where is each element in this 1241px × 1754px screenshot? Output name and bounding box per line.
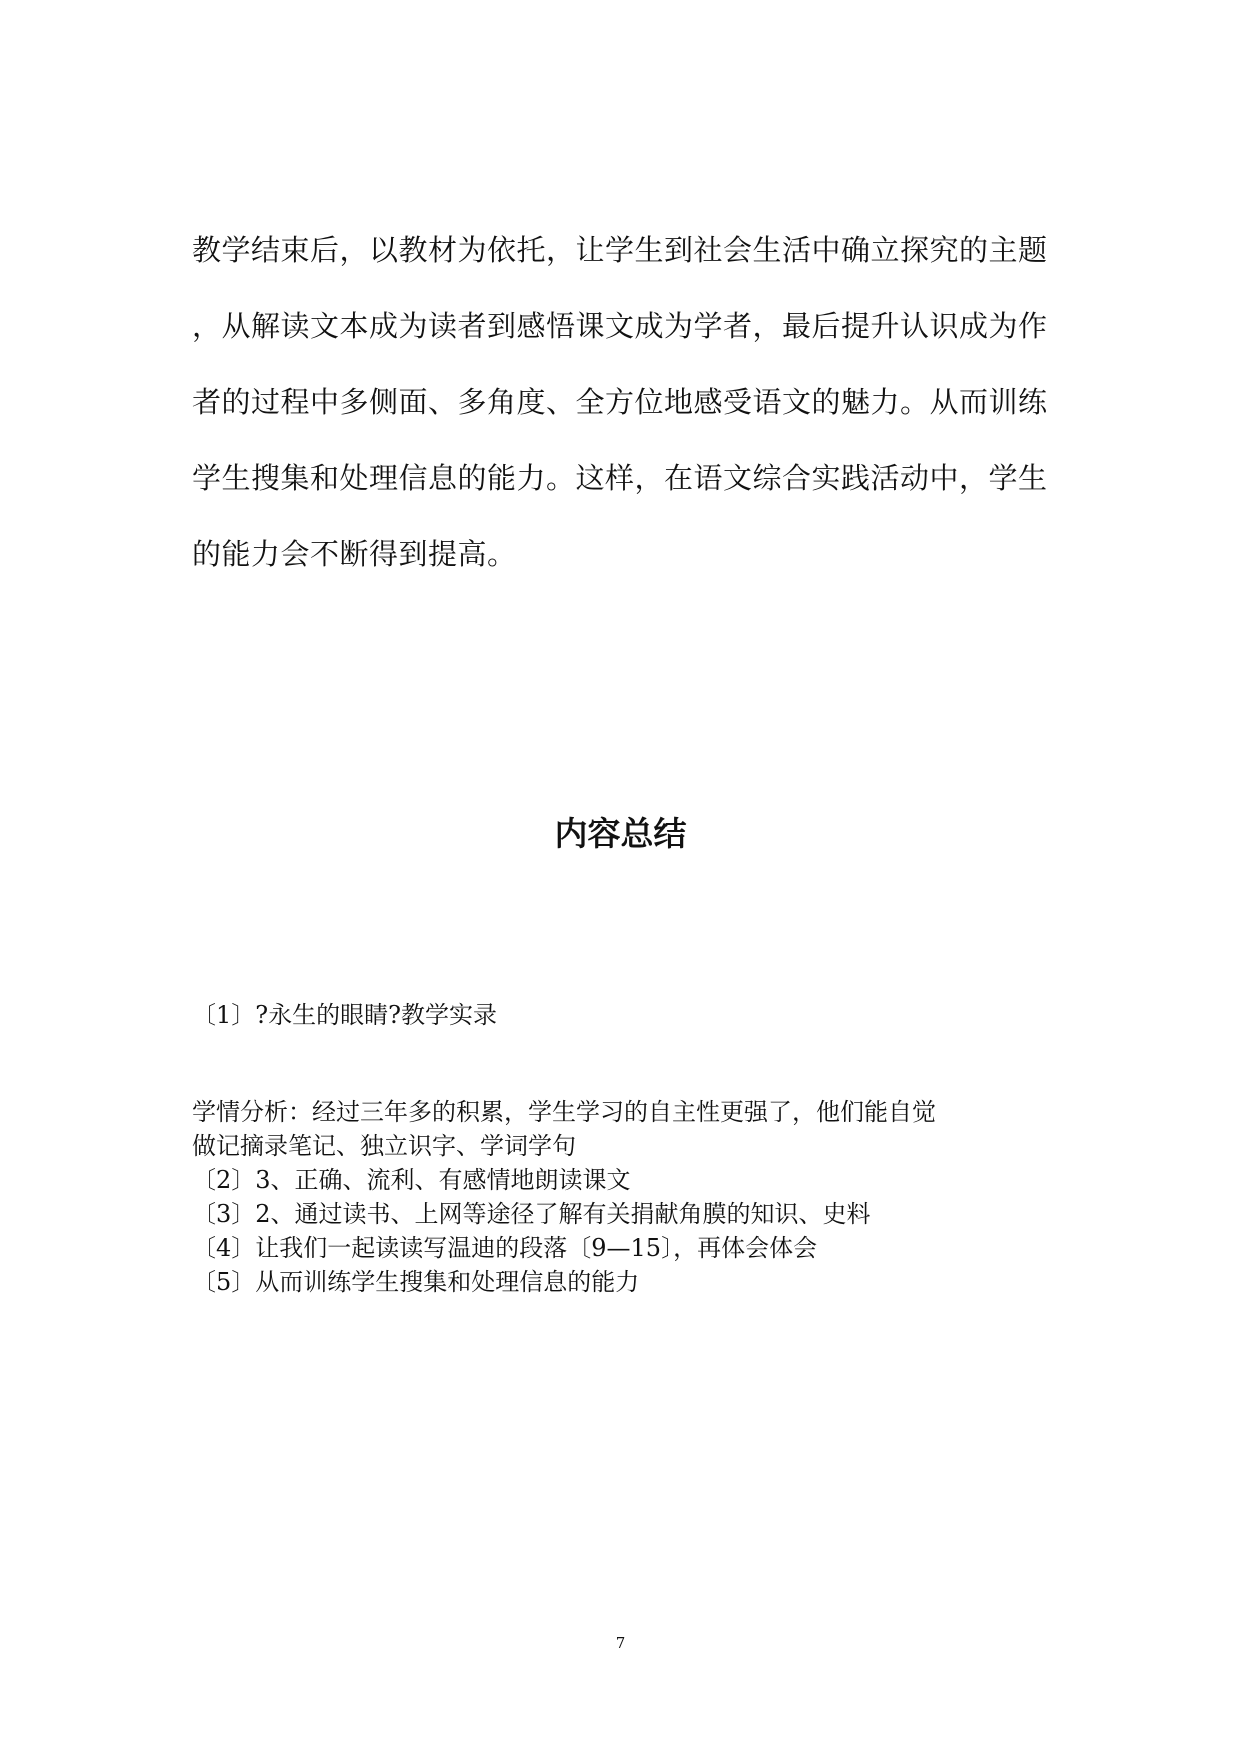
paragraph-line: ，从解读文本成为读者到感悟课文成为学者，最后提升认识成为作 bbox=[192, 309, 1048, 343]
summary-item-3: 〔3〕2、通过读书、上网等途径了解有关捐献角膜的知识、史料 bbox=[192, 1200, 871, 1228]
summary-item-1: 〔1〕?永生的眼睛?教学实录 bbox=[192, 1001, 498, 1029]
paragraph-line: 的能力会不断得到提高。 bbox=[192, 537, 517, 571]
paragraph-line: 者的过程中多侧面、多角度、全方位地感受语文的魅力。从而训练 bbox=[192, 385, 1048, 419]
paragraph-line: 教学结束后，以教材为依托，让学生到社会生活中确立探究的主题 bbox=[192, 233, 1048, 267]
summary-item-5: 〔5〕从而训练学生搜集和处理信息的能力 bbox=[192, 1268, 640, 1296]
summary-item-2: 〔2〕3、正确、流利、有感情地朗读课文 bbox=[192, 1166, 631, 1194]
paragraph-line: 学生搜集和处理信息的能力。这样，在语文综合实践活动中，学生 bbox=[192, 461, 1048, 495]
summary-item-4: 〔4〕让我们一起读读写温迪的段落〔9—15〕，再体会体会 bbox=[192, 1234, 818, 1262]
summary-title: 内容总结 bbox=[554, 814, 687, 853]
learning-analysis-line-2: 做记摘录笔记、独立识字、学词学句 bbox=[192, 1132, 576, 1160]
learning-analysis-line-1: 学情分析：经过三年多的积累，学生学习的自主性更强了，他们能自觉 bbox=[192, 1098, 936, 1126]
page-number: 7 bbox=[615, 1634, 626, 1652]
